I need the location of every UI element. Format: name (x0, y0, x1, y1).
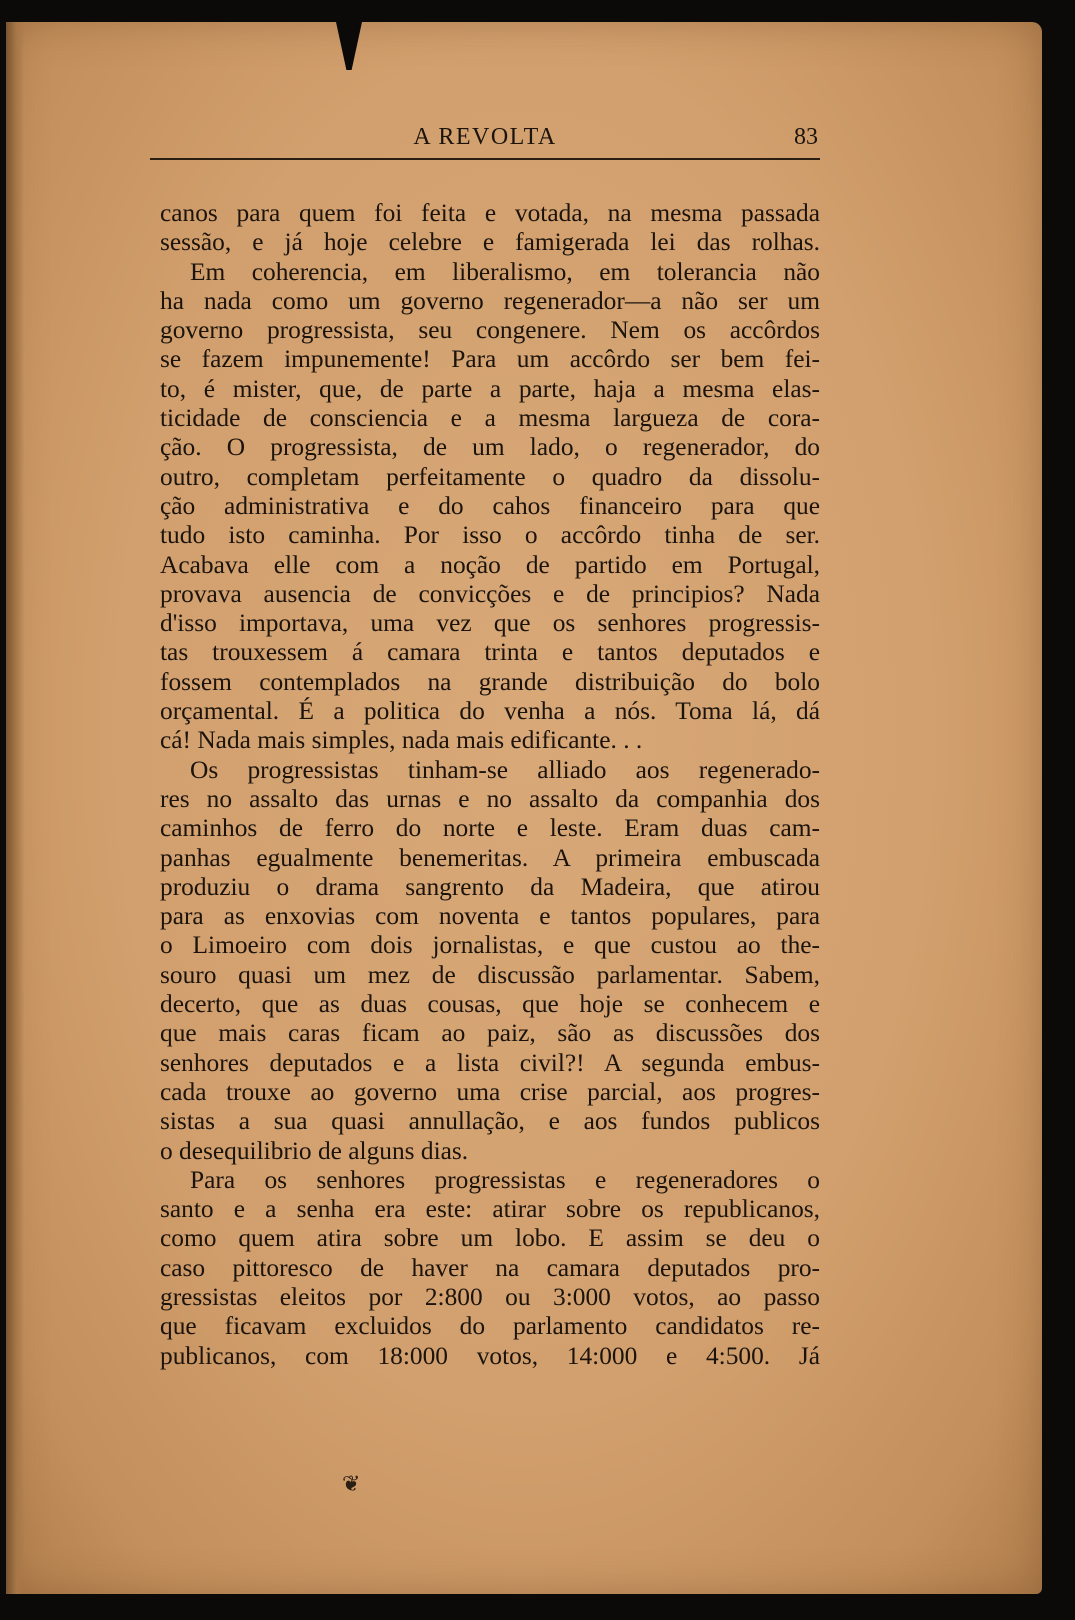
text-line: tudo isto caminha. Por isso o accôrdo tinha de ser. (160, 521, 820, 550)
text-line: outro, completam perfeitamente o quadro da dissolu- (160, 462, 820, 491)
fleuron-mark: ❦ (342, 1471, 361, 1496)
body-text (160, 199, 820, 1371)
text-line: gressistas eleitos por 2:800 ou 3:000 votos, ao passo (160, 1282, 820, 1311)
text-line: o desequilibrio de alguns dias. (160, 1136, 469, 1165)
text-line: provava ausencia de convicções e de principios? Nada (160, 579, 820, 608)
text-line: produziu o drama sangrento da Madeira, que atirou (160, 872, 820, 901)
text-line: cada trouxe ao governo uma crise parcial, aos progres- (160, 1077, 820, 1106)
text-line: Os progressistas tinham-se alliado aos regenerado- (190, 755, 820, 784)
text-line: sessão, e já hoje celebre e famigerada lei das rolhas. (160, 228, 820, 257)
running-title: A REVOLTA (413, 124, 557, 150)
text-line: senhores deputados e a lista civil?! A segunda embus- (160, 1048, 820, 1077)
text-line: santo e a senha era este: atirar sobre os republicanos, (160, 1195, 820, 1224)
text-line: que ficavam excluidos do parlamento candidatos re- (160, 1312, 820, 1341)
text-line: ha nada como um governo regenerador—a não ser um (160, 286, 820, 315)
text-line: para as enxovias com noventa e tantos populares, para (160, 902, 820, 931)
text-line: Para os senhores progressistas e regeneradores o (190, 1165, 820, 1194)
text-line: o Limoeiro com dois jornalistas, e que custou ao the- (160, 931, 820, 960)
text-line: ção. O progressista, de um lado, o regenerador, do (160, 433, 820, 462)
text-line: governo progressista, seu congenere. Nem os accôrdos (160, 316, 820, 345)
text-line: que mais caras ficam ao paiz, são as discussões dos (160, 1019, 820, 1048)
page-number: 83 (794, 124, 818, 150)
text-line: d'isso importava, uma vez que os senhores progressis- (160, 609, 820, 638)
text-line: como quem atira sobre um lobo. E assim se deu o (160, 1224, 820, 1253)
text-line: se fazem impunemente! Para um accôrdo ser bem fei- (160, 345, 820, 374)
text-line: caminhos de ferro do norte e leste. Eram duas cam- (160, 814, 820, 843)
text-line: caso pittoresco de haver na camara deputados pro- (160, 1253, 820, 1282)
text-line: ticidade de consciencia e a mesma largueza de cora- (160, 404, 820, 433)
text-line: Acabava elle com a noção de partido em Portugal, (160, 550, 820, 579)
text-line: souro quasi um mez de discussão parlamentar. Sabem, (160, 960, 820, 989)
text-line: sistas a sua quasi annullação, e aos fundos publicos (160, 1107, 820, 1136)
text-line: res no assalto das urnas e no assalto da companhia dos (160, 784, 820, 813)
text-line: publicanos, com 18:000 votos, 14:000 e 4:500. Já (160, 1341, 820, 1370)
text-line: ção administrativa e do cahos financeiro para que (160, 491, 820, 520)
text-line: orçamental. É a politica do venha a nós. Toma lá, dá (160, 697, 820, 726)
text-line: cá! Nada mais simples, nada mais edificante. . . (160, 726, 643, 755)
page-header (150, 112, 820, 160)
text-line: decerto, que as duas cousas, que hoje se conhecem e (160, 990, 820, 1019)
text-line: Em coherencia, em liberalismo, em tolerancia não (190, 257, 820, 286)
text-line: canos para quem foi feita e votada, na mesma passada (160, 199, 820, 227)
text-line: tas trouxessem á camara trinta e tantos deputados e (160, 638, 820, 667)
text-line: panhas egualmente benemeritas. A primeira embuscada (160, 843, 820, 872)
text-line: fossem contemplados na grande distribuição do bolo (160, 667, 820, 696)
torn-notch (336, 22, 362, 70)
text-line: to, é mister, que, de parte a parte, haja a mesma elas- (160, 374, 820, 403)
